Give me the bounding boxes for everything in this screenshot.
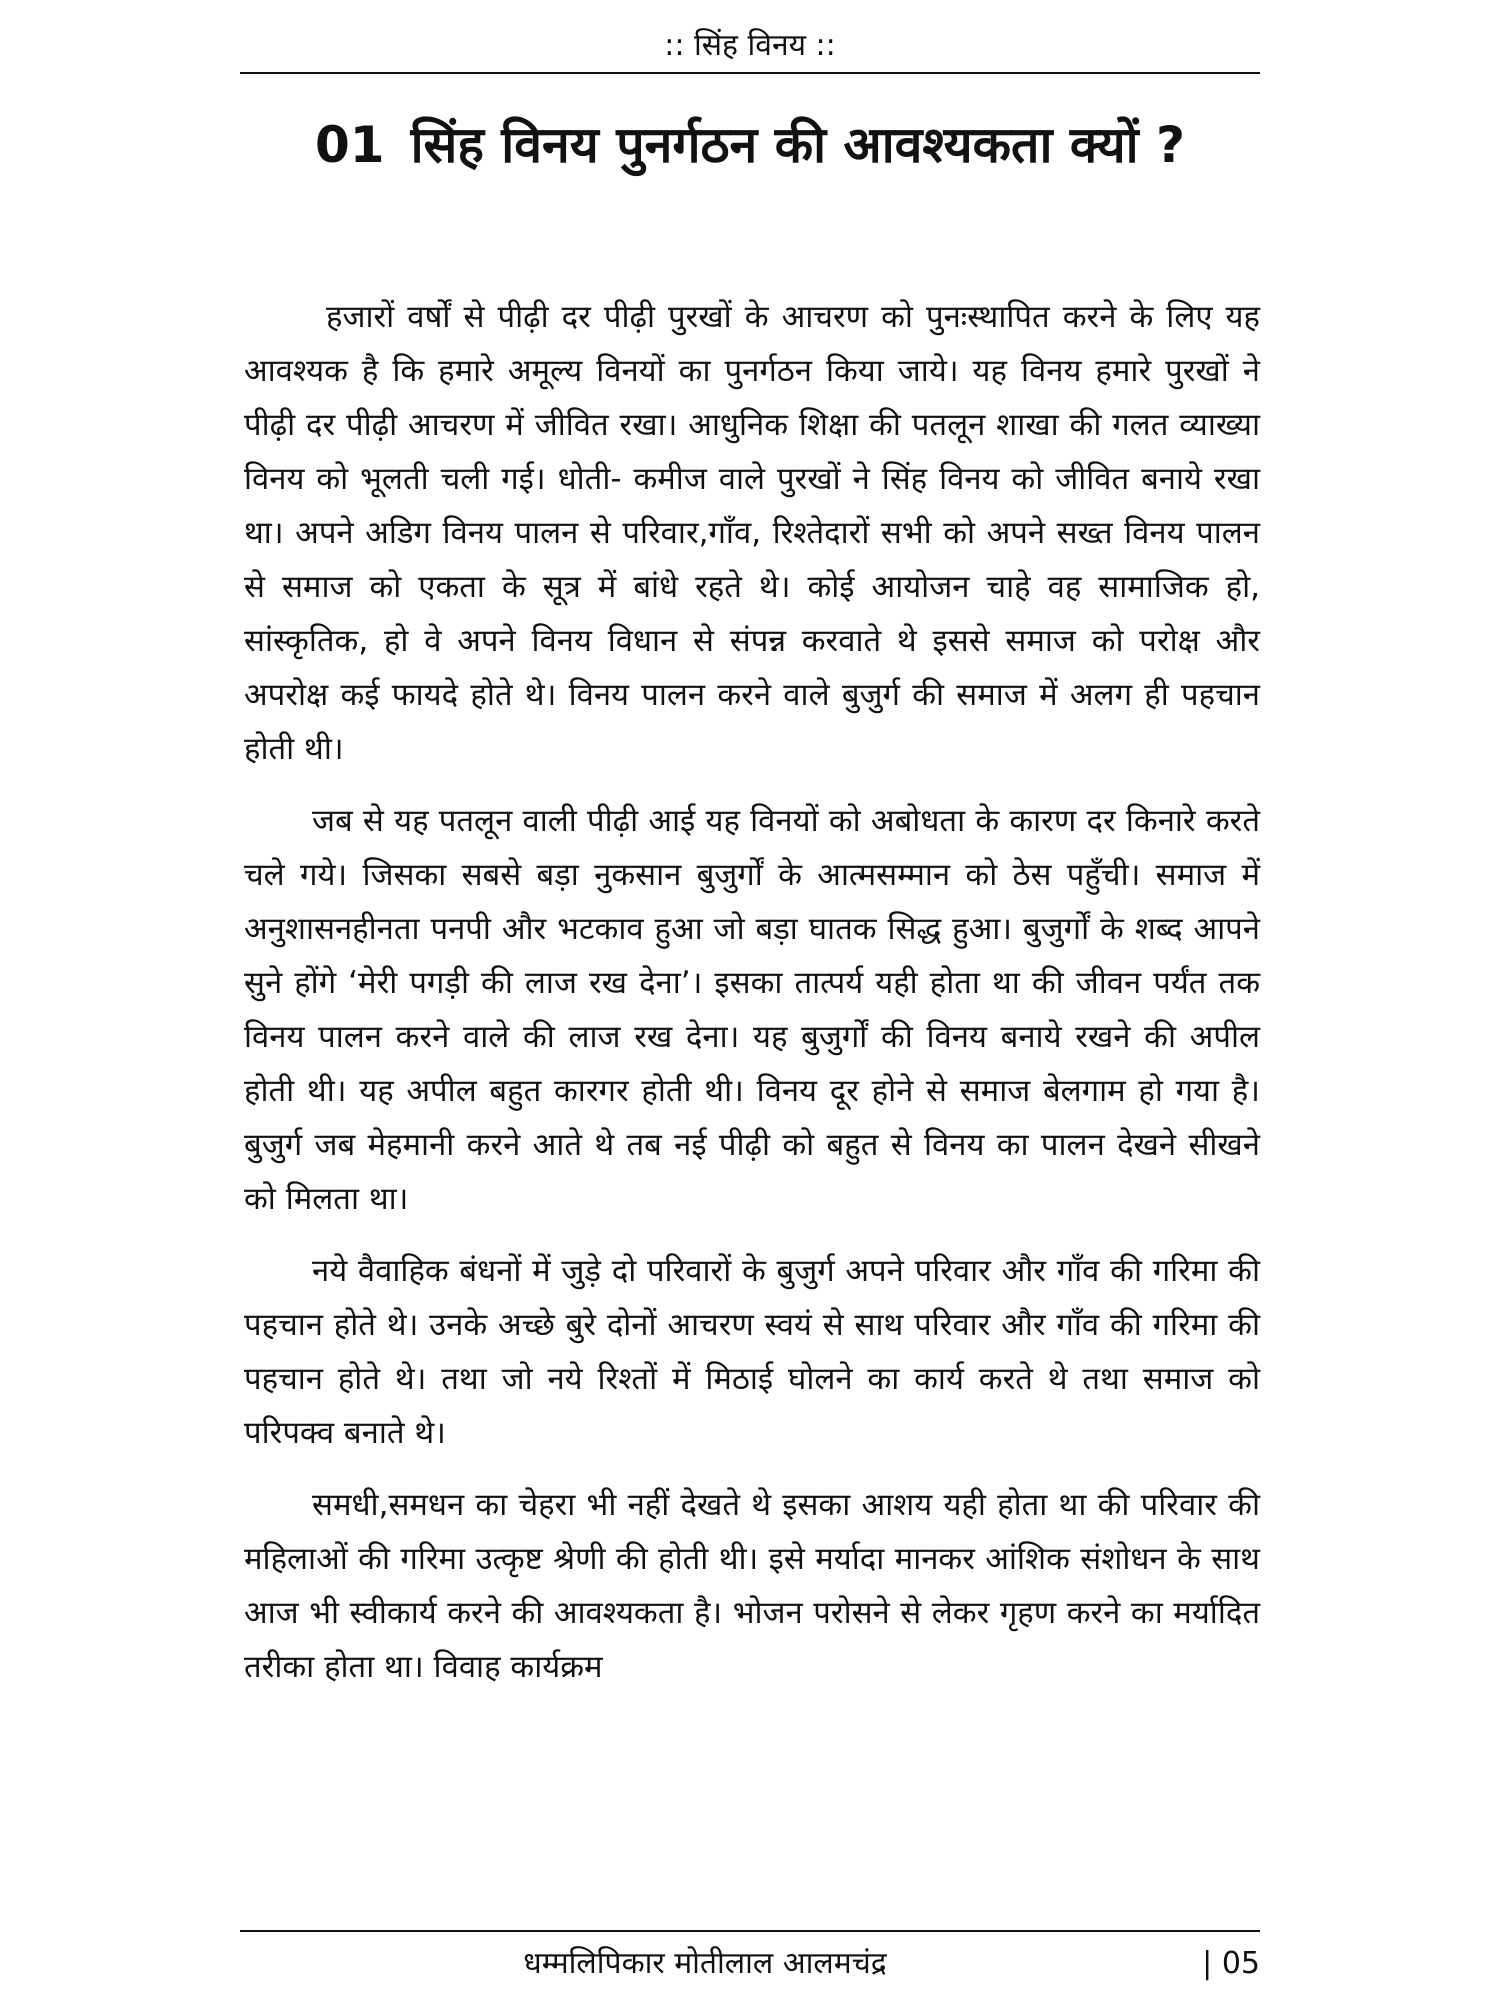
chapter-number: 01 [315,116,385,174]
chapter-title [240,110,1260,180]
running-head: :: सिंह विनय :: [664,28,836,63]
page-number: | 05 [1202,1946,1260,1981]
paragraph-1: हजारों वर्षों से पीढ़ी दर पीढ़ी पुरखों के आचरण को पुनःस्थापित करने के लिए यह आवश्यक है कि हमारे अमूल्य विनयों का पुनर्गठन किया जाये। यह विनय हमारे पुरखों ने पीढ़ी दर पीढ़ी आचरण में जीवित रखा। आधुनिक शिक्षा की पतलून शाखा की गलत व्याख्या विनय को भूलती चली गई। धोती- कमीज वाले पुरखों ने सिंह विनय को जीवित बनाये रखा था। अपने अडिग विनय पालन से परिवार,गाँव, रिश्तेदारों सभी को अपने सख्त विनय पालन से समाज को एकता के सूत्र में बांधे रहते थे। कोई आयोजन चाहे वह सामाजिक हो, सांस्कृतिक, हो वे अपने विनय विधान से संपन्न करवाते थे इससे समाज को परोक्ष और अपरोक्ष कई फायदे होते थे। विनय पालन करने वाले बुजुर्ग की समाज में अलग ही पहचान होती थी। [244,299,1260,767]
paragraph-3: नये वैवाहिक बंधनों में जुड़े दो परिवारों के बुजुर्ग अपने परिवार और गाँव की गरिमा की पहचान होते थे। उनके अच्छे बुरे दोनों आचरण स्वयं से साथ परिवार और गाँव की गरिमा की पहचान होते थे। तथा जो नये रिश्तों में मिठाई घोलने का कार्य करते थे तथा समाज को परिपक्व बनाते थे। [244,1253,1260,1451]
paragraph-2: जब से यह पतलून वाली पीढ़ी आई यह विनयों को अबोधता के कारण दर किनारे करते चले गये। जिसका सबसे बड़ा नुकसान बुजुर्गों के आत्मसम्मान को ठेस पहुँची। समाज में अनुशासनहीनता पनपी और भटकाव हुआ जो बड़ा घातक सिद्ध हुआ। बुजुर्गों के शब्द आपने सुने होंगे ‘मेरी पगड़ी की लाज रख देना’। इसका तात्पर्य यही होता था की जीवन पर्यंत तक विनय पालन करने वाले की लाज रख देना। यह बुजुर्गों की विनय बनाये रखने की अपील होती थी। यह अपील बहुत कारगर होती थी। विनय दूर होने से समाज बेलगाम हो गया है। बुजुर्ग जब मेहमानी करने आते थे तब नई पीढ़ी को बहुत से विनय का पालन देखने सीखने को मिलता था। [244,803,1260,1217]
header-rule [240,72,1260,74]
chapter-title-text: सिंह विनय पुनर्गठन की आवश्यकता क्यों ? [410,116,1185,174]
body-text [244,290,1260,1712]
footer-rule [240,1930,1260,1932]
footer-author: धम्मलिपिकार मोतीलाल आलमचंद्र [523,1946,887,1981]
paragraph-4: समधी,समधन का चेहरा भी नहीं देखते थे इसका आशय यही होता था की परिवार की महिलाओं की गरिमा उत्कृष्ट श्रेणी की होती थी। इसे मर्यादा मानकर आंशिक संशोधन के साथ आज भी स्वीकार्य करने की आवश्यकता है। भोजन परोसने से लेकर गृहण करने का मर्यादित तरीका होता था। विवाह कार्यक्रम [244,1487,1260,1685]
